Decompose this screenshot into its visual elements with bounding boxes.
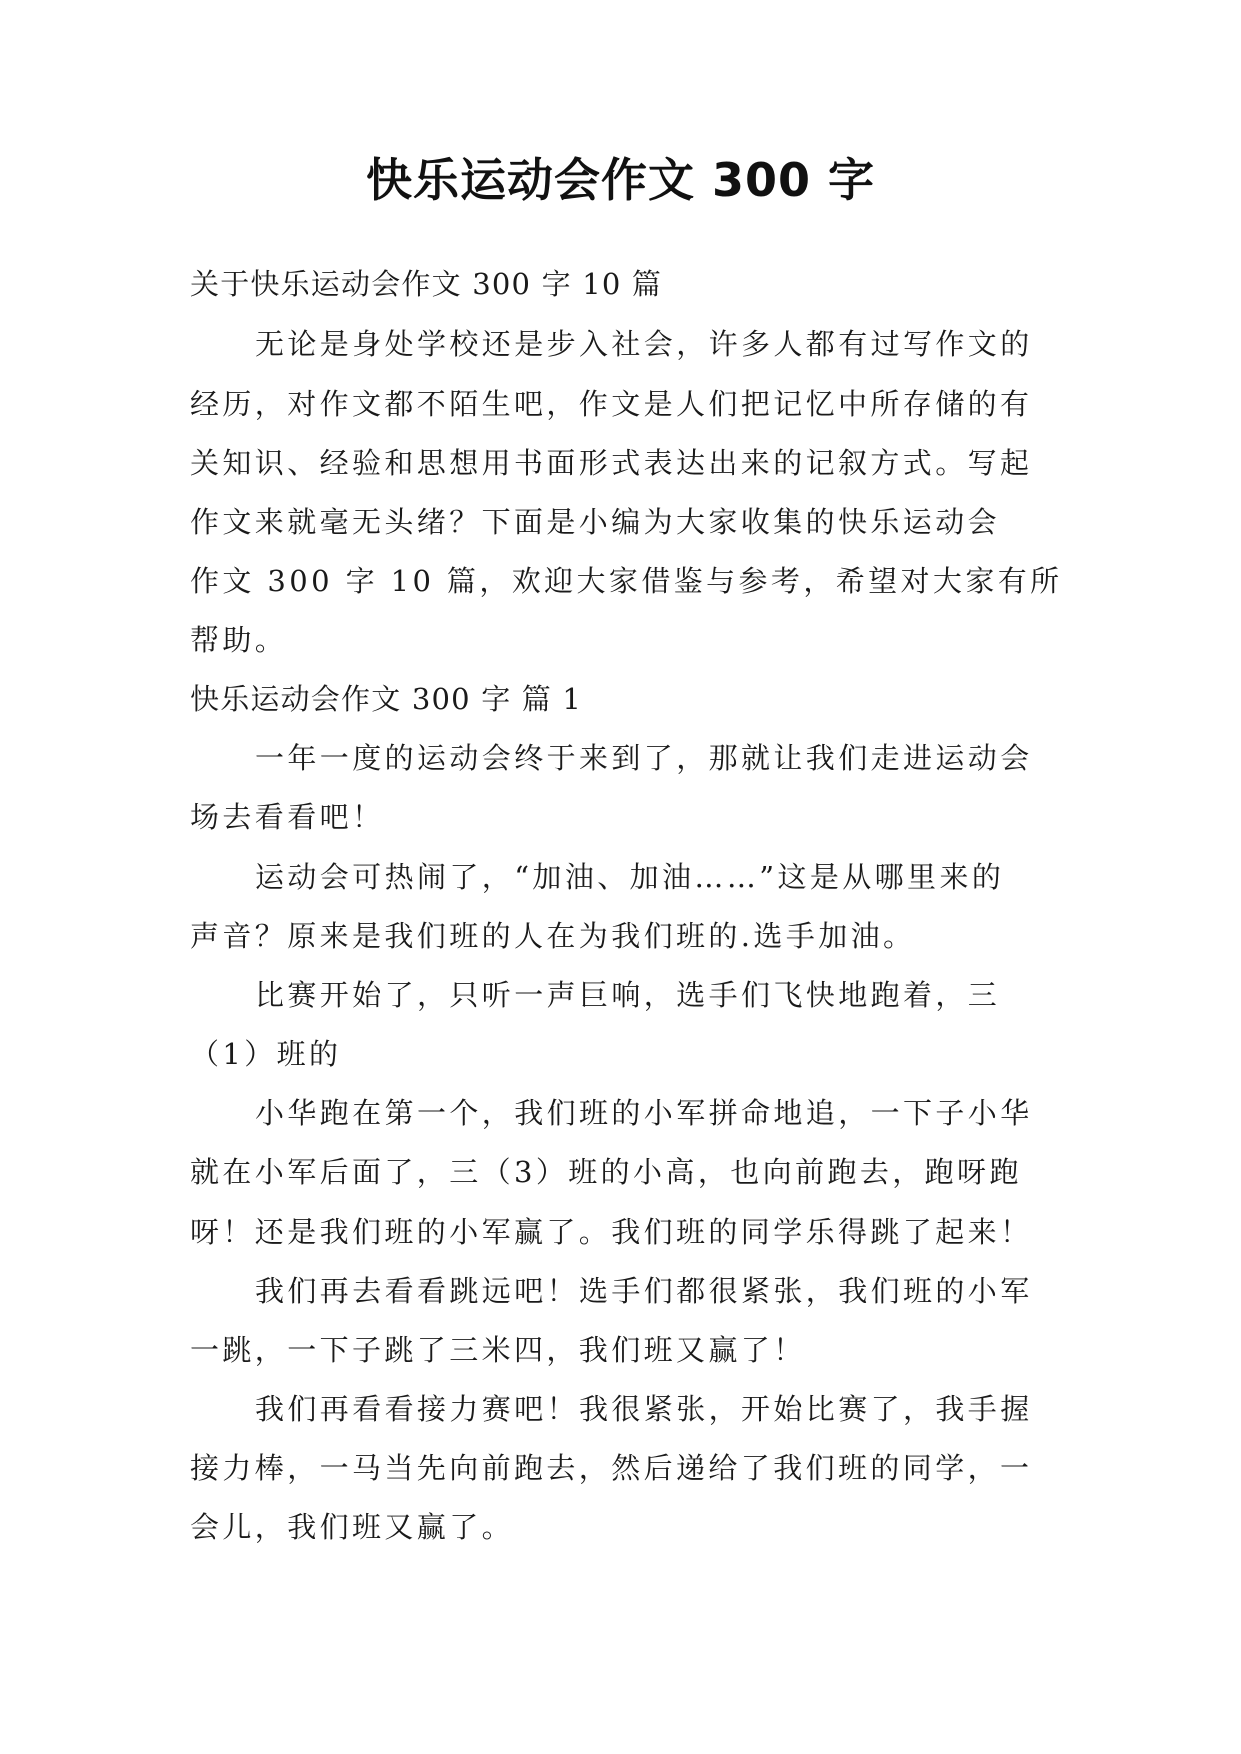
paragraph-line: 关知识、经验和思想用书面形式表达出来的记叙方式。写起 bbox=[190, 446, 1033, 480]
paragraph-line: 比赛开始了，只听一声巨响，选手们飞快地跑着，三 bbox=[255, 978, 1001, 1012]
paragraph-line: 一年一度的运动会终于来到了，那就让我们走进运动会 bbox=[255, 741, 1033, 775]
paragraph-line: 声音？原来是我们班的人在为我们班的.选手加油。 bbox=[190, 919, 916, 953]
paragraph-line: 会儿，我们班又赢了。 bbox=[190, 1510, 515, 1544]
paragraph-line: 呀！还是我们班的小军赢了。我们班的同学乐得跳了起来！ bbox=[190, 1215, 1033, 1249]
paragraph-line: 我们再看看接力赛吧！我很紧张，开始比赛了，我手握 bbox=[255, 1392, 1033, 1426]
paragraph-line: 就在小军后面了，三（3）班的小高，也向前跑去，跑呀跑 bbox=[190, 1155, 1022, 1189]
paragraph-line: 作文来就毫无头绪？下面是小编为大家收集的快乐运动会 bbox=[190, 505, 1001, 539]
paragraph-line: 小华跑在第一个，我们班的小军拼命地追，一下子小华 bbox=[255, 1096, 1033, 1130]
paragraph-line: 我们再去看看跳远吧！选手们都很紧张，我们班的小军 bbox=[255, 1274, 1033, 1308]
paragraph-line: 运动会可热闹了，“加油、加油……”这是从哪里来的 bbox=[255, 860, 1005, 894]
document-title: 快乐运动会作文 300 字 bbox=[365, 153, 876, 207]
paragraph-line: （1）班的 bbox=[190, 1037, 342, 1071]
paragraph-line: 接力棒，一马当先向前跑去，然后递给了我们班的同学，一 bbox=[190, 1451, 1033, 1485]
paragraph-line: 帮助。 bbox=[190, 623, 288, 657]
section-heading: 快乐运动会作文 300 字 篇 1 bbox=[190, 682, 583, 716]
paragraph-line: 作文 300 字 10 篇，欢迎大家借鉴与参考，希望对大家有所 bbox=[190, 564, 1063, 598]
paragraph-line: 一跳，一下子跳了三米四，我们班又赢了！ bbox=[190, 1333, 806, 1367]
intro-heading: 关于快乐运动会作文 300 字 10 篇 bbox=[190, 267, 663, 301]
paragraph-line: 场去看看吧！ bbox=[190, 800, 385, 834]
paragraph-line: 经历，对作文都不陌生吧，作文是人们把记忆中所存储的有 bbox=[190, 387, 1033, 421]
paragraph-line: 无论是身处学校还是步入社会，许多人都有过写作文的 bbox=[255, 327, 1033, 361]
